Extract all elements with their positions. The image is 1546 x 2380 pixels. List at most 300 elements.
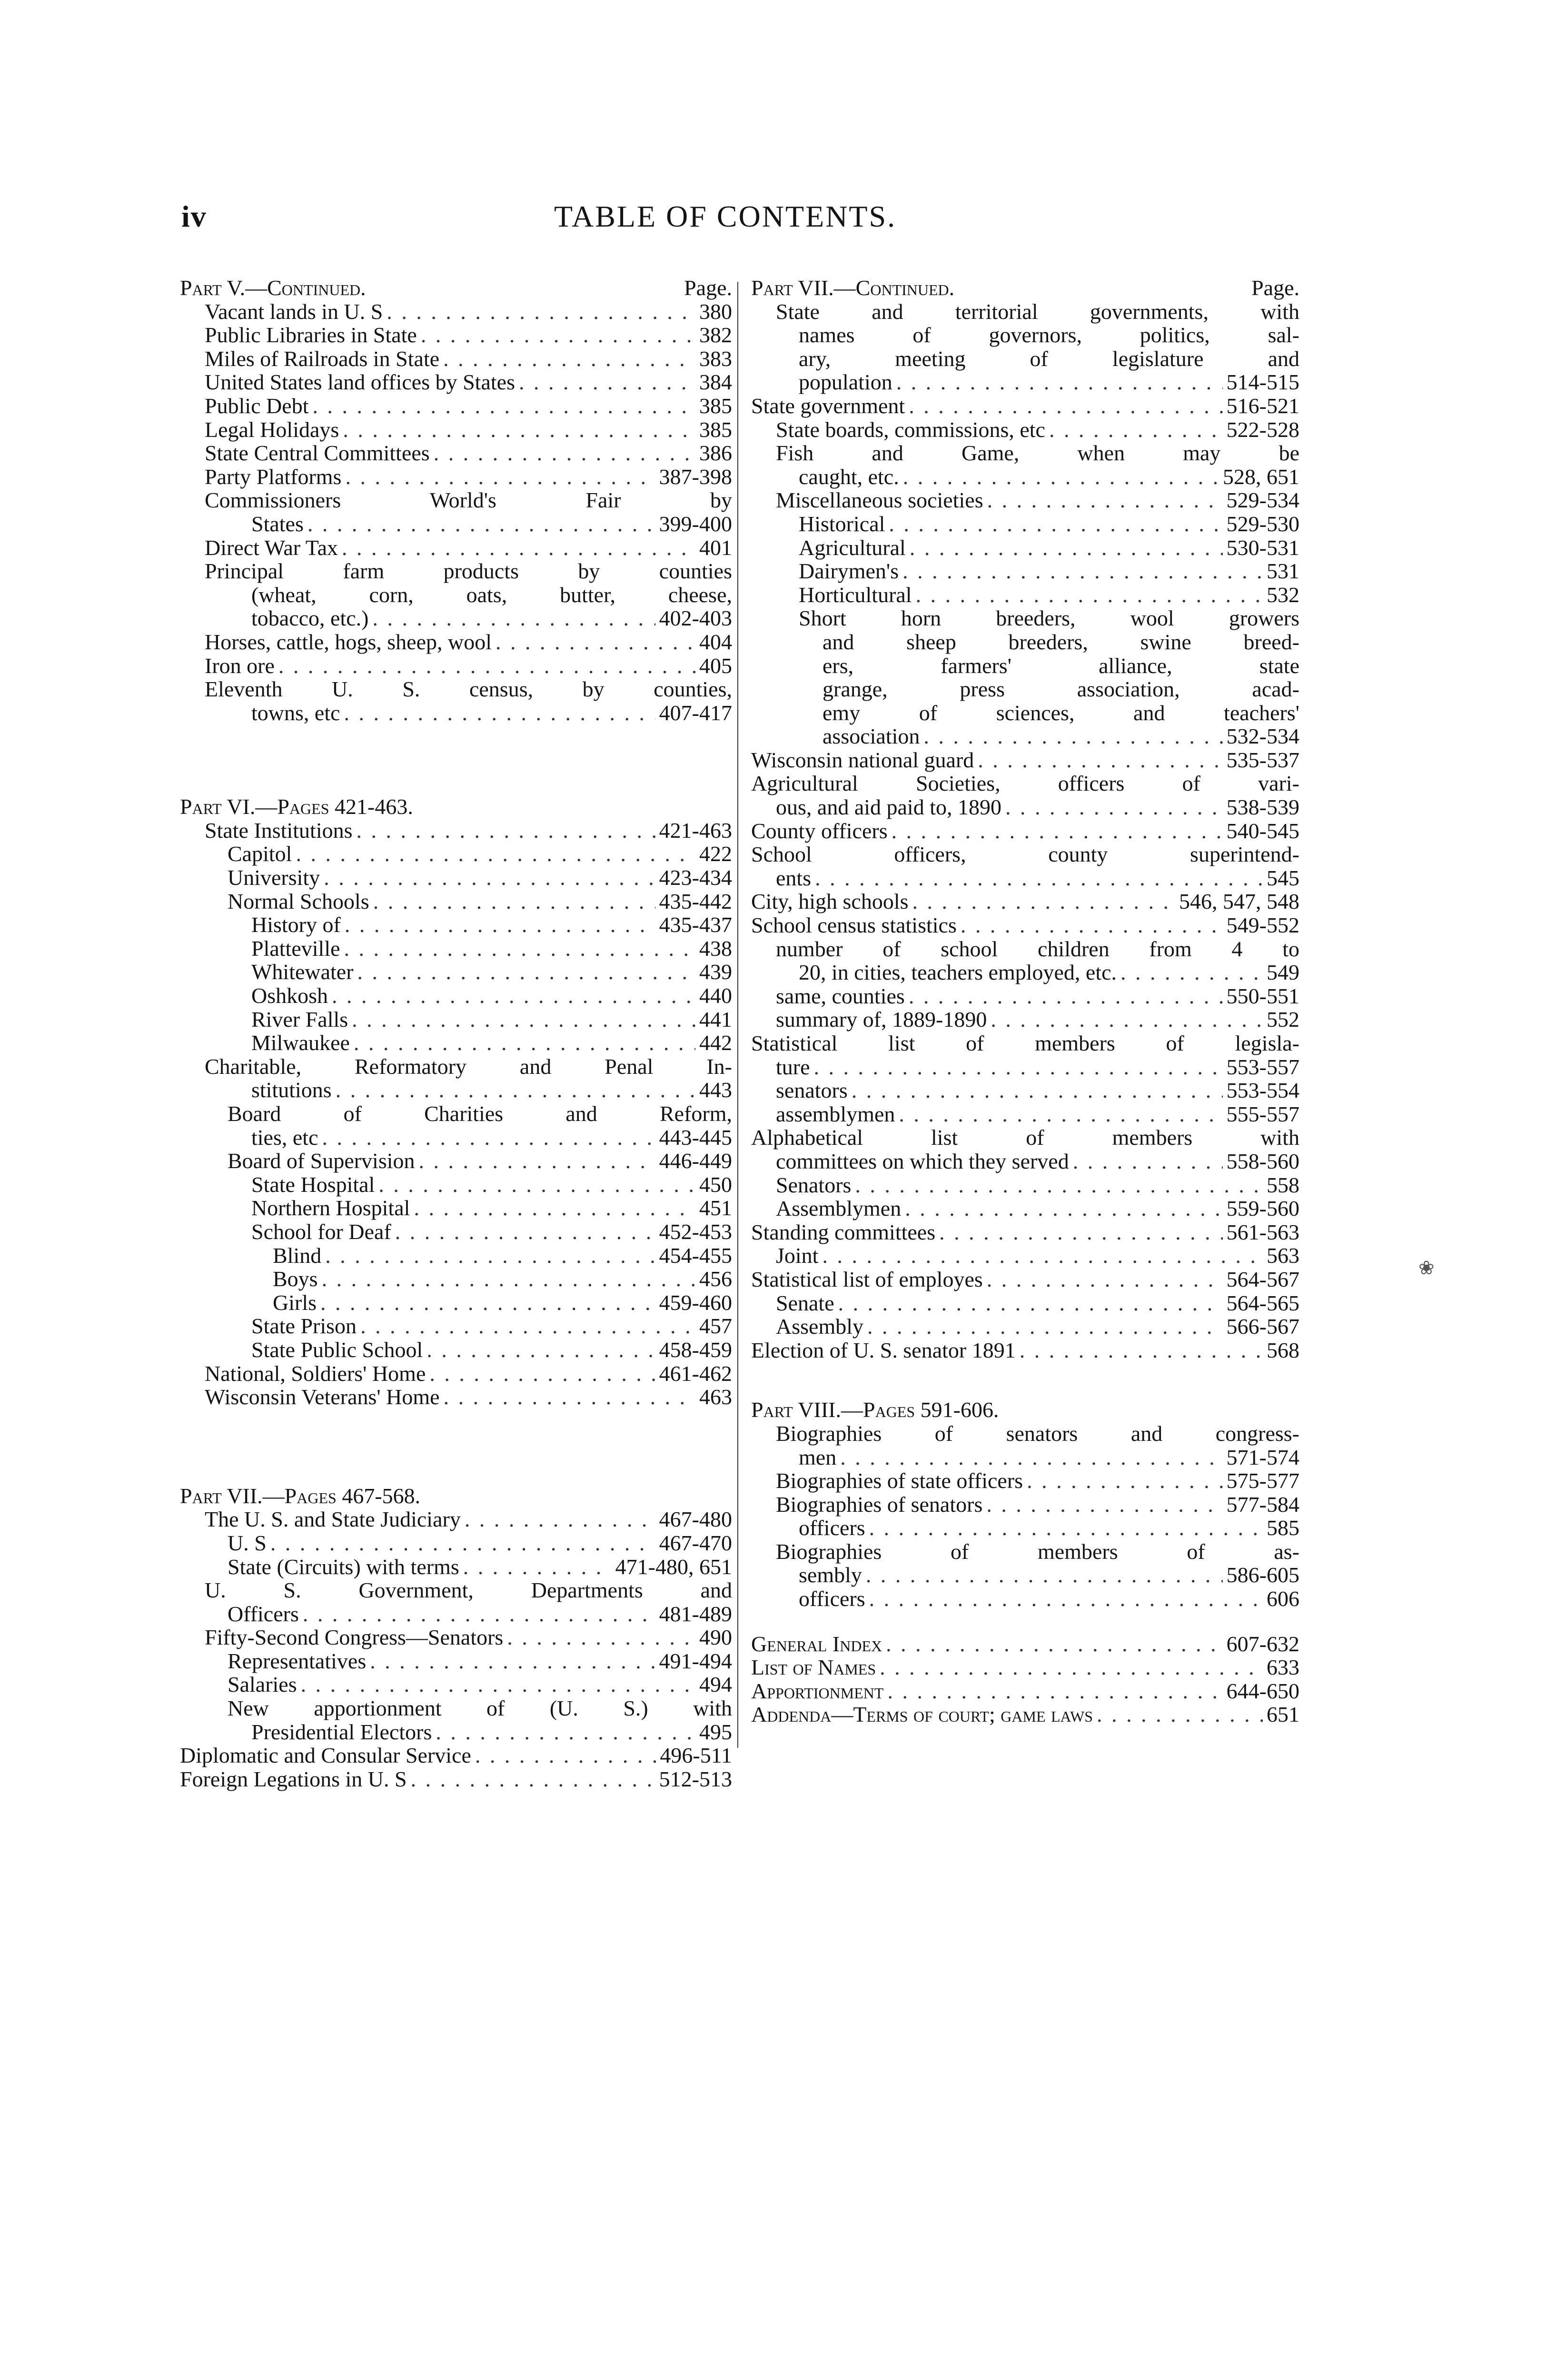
toc-entry (180, 1696, 732, 1720)
leader-dots (519, 370, 695, 394)
toc-entry-page: 438 (699, 936, 732, 961)
toc-entry (751, 323, 1299, 347)
leader-dots (852, 1079, 1223, 1102)
toc-entry-page: 384 (699, 370, 732, 395)
toc-entry-label: Girls (273, 1290, 317, 1315)
toc-entry (180, 559, 732, 583)
toc-entry-page: 651 (1267, 1702, 1299, 1727)
toc-entry-page: 399-400 (659, 511, 732, 536)
toc-entry-label: Diplomatic and Consular Service (180, 1743, 471, 1768)
toc-entry (751, 630, 1299, 654)
toc-entry-label: Normal Schools (228, 889, 369, 913)
leader-dots (463, 1555, 612, 1579)
column-divider (737, 282, 738, 1748)
toc-entry-label: State Public School (251, 1337, 423, 1362)
leader-dots (370, 1649, 655, 1673)
toc-entry-label: summary of, 1889-1890 (776, 1007, 987, 1032)
leader-dots (1073, 1150, 1223, 1173)
toc-entry (751, 1679, 1299, 1703)
part-v-heading (180, 276, 732, 300)
toc-entry (751, 1220, 1299, 1244)
toc-entry (180, 347, 732, 371)
toc-entry-page: 564-565 (1226, 1290, 1299, 1315)
toc-entry-label: Senate (776, 1290, 834, 1315)
toc-entry-label: Blind (273, 1243, 322, 1268)
leader-dots (332, 984, 695, 1008)
toc-entry-label: State and territorial governments, with (776, 299, 1299, 324)
toc-entry-label: Statistical list of employes (751, 1267, 983, 1291)
toc-entry-label: number of school children from 4 to (776, 936, 1299, 961)
toc-entry (180, 1008, 732, 1031)
toc-entry (751, 300, 1299, 324)
leader-dots (1020, 1339, 1263, 1362)
toc-entry (180, 1314, 732, 1338)
toc-entry-label: grange, press association, acad- (823, 677, 1299, 702)
part-viii-list (751, 1422, 1299, 1611)
toc-entry-page: 494 (699, 1672, 732, 1697)
leader-dots (887, 1679, 1222, 1703)
leader-dots (434, 441, 695, 465)
toc-entry-label: Whitewater (251, 960, 354, 984)
toc-entry (180, 1362, 732, 1386)
toc-entry-page: 532-534 (1226, 724, 1299, 749)
leader-dots (815, 866, 1263, 890)
toc-entry-page: 549 (1267, 960, 1299, 985)
toc-entry-label: committees on which they served (776, 1149, 1069, 1173)
toc-entry-label: State Hospital (251, 1172, 375, 1197)
toc-entry-page: 516-521 (1226, 393, 1299, 418)
leader-dots (312, 394, 695, 418)
leader-dots (1120, 961, 1263, 984)
leader-dots (899, 1102, 1222, 1126)
toc-entry-page: 607-632 (1226, 1631, 1299, 1656)
toc-entry-label: ture (776, 1054, 810, 1079)
leader-dots (414, 1196, 695, 1220)
toc-entry-page: 467-480 (659, 1507, 732, 1532)
toc-entry-page: 401 (699, 535, 732, 560)
page-number: iv (181, 199, 207, 233)
toc-entry-label: Statistical list of members of legisla- (751, 1031, 1299, 1055)
leader-dots (814, 1055, 1223, 1079)
toc-entry (180, 1767, 732, 1791)
leader-dots (344, 701, 655, 725)
toc-entry (180, 488, 732, 512)
leader-dots (426, 1338, 655, 1362)
toc-entry (751, 1563, 1299, 1587)
toc-entry-page: 385 (699, 393, 732, 418)
toc-entry-label: Legal Holidays (205, 417, 339, 442)
toc-entry-label: Public Libraries in State (205, 323, 417, 347)
toc-entry-label: Northern Hospital (251, 1196, 410, 1220)
leader-dots (270, 1531, 655, 1555)
toc-entry (751, 488, 1299, 512)
leader-dots (912, 890, 1175, 913)
toc-entry-label: U. S. Government, Departments and (205, 1578, 732, 1603)
toc-entry (180, 1173, 732, 1197)
toc-entry-page: 441 (699, 1007, 732, 1031)
toc-entry-label: senators (776, 1078, 848, 1103)
toc-entry-page: 553-557 (1226, 1054, 1299, 1079)
toc-entry-label: Biographies of state officers (776, 1468, 1023, 1493)
toc-entry-page: 422 (699, 842, 732, 866)
toc-entry (751, 606, 1299, 630)
toc-entry-page: 446-449 (659, 1149, 732, 1173)
leader-dots (889, 512, 1222, 536)
toc-entry-page: 514-515 (1226, 370, 1299, 395)
toc-entry-page: 555-557 (1226, 1101, 1299, 1126)
toc-entry-page: 443-445 (659, 1125, 732, 1150)
leader-dots (343, 418, 695, 442)
toc-entry (180, 370, 732, 394)
toc-entry-label: Foreign Legations in U. S (180, 1766, 407, 1791)
toc-entry (180, 677, 732, 701)
leader-dots (345, 913, 655, 937)
toc-entry (180, 418, 732, 442)
toc-entry (751, 418, 1299, 442)
toc-entry-label: ers, farmers' alliance, state (823, 653, 1299, 678)
toc-entry (180, 890, 732, 913)
toc-entry-label: names of governors, politics, sal- (799, 323, 1299, 347)
toc-entry (751, 1102, 1299, 1126)
toc-entry (751, 441, 1299, 465)
leader-dots (344, 937, 695, 961)
toc-entry-page: 550-551 (1226, 983, 1299, 1008)
leader-dots (421, 323, 695, 347)
toc-entry (751, 1079, 1299, 1102)
toc-entry (751, 677, 1299, 701)
toc-entry-label: City, high schools (751, 889, 909, 914)
toc-entry-label: University (228, 865, 320, 890)
part-vii-heading-text: Part VII.—Pages 467-568. (180, 1483, 421, 1508)
toc-entry-label: Milwaukee (251, 1031, 350, 1055)
toc-entry (751, 866, 1299, 890)
toc-entry (751, 559, 1299, 583)
toc-entry-page: 383 (699, 346, 732, 371)
toc-entry (751, 394, 1299, 418)
toc-entry (180, 1602, 732, 1626)
leader-dots (443, 347, 695, 371)
toc-entry-label: United States land offices by States (205, 370, 515, 395)
toc-entry (751, 772, 1299, 795)
toc-entry-page: 535-537 (1226, 747, 1299, 772)
toc-entry-page: 558 (1267, 1172, 1299, 1197)
toc-entry-page: 532 (1267, 582, 1299, 607)
toc-entry-page: 566-567 (1226, 1314, 1299, 1339)
leader-dots (373, 890, 655, 913)
toc-entry (180, 536, 732, 560)
toc-entry-label: Horses, cattle, hogs, sheep, wool (205, 629, 492, 654)
leader-dots (496, 630, 695, 654)
toc-entry-page: 435-437 (659, 912, 732, 937)
toc-entry-label: Oshkosh (251, 983, 328, 1008)
toc-entry (180, 1338, 732, 1362)
leader-dots (910, 536, 1223, 560)
toc-entry-page: 404 (699, 629, 732, 654)
toc-entry-page: 456 (699, 1267, 732, 1291)
toc-entry (751, 1339, 1299, 1362)
toc-entry (751, 913, 1299, 937)
toc-entry-label: Biographies of senators and congress- (776, 1421, 1299, 1446)
part-vii-list (180, 1507, 732, 1791)
toc-entry-label: tobacco, etc.) (251, 606, 369, 631)
toc-entry (180, 465, 732, 489)
toc-entry-label: Fish and Game, when may be (776, 441, 1299, 466)
toc-entry (180, 300, 732, 324)
leader-dots (345, 465, 655, 489)
toc-entry (751, 1469, 1299, 1493)
toc-entry (180, 984, 732, 1008)
leader-dots (411, 1767, 655, 1791)
toc-entry-label: State Central Committees (205, 441, 430, 466)
toc-entry (180, 1626, 732, 1649)
toc-entry (751, 1516, 1299, 1540)
leader-dots (869, 1516, 1263, 1540)
leader-dots (896, 370, 1223, 394)
toc-entry-label: Board of Supervision (228, 1149, 415, 1173)
part-viii-heading-text: Part VIII.—Pages 591-606. (751, 1398, 999, 1422)
toc-entry-page: 549-552 (1226, 913, 1299, 938)
toc-entry-page: 644-650 (1226, 1678, 1299, 1703)
leader-dots (869, 1587, 1263, 1611)
leader-dots (991, 1008, 1263, 1031)
toc-entry-label: ents (776, 865, 812, 890)
toc-entry-page: 443 (699, 1078, 732, 1102)
toc-entry-label: General Index (751, 1631, 882, 1656)
toc-entry-label: 20, in cities, teachers employed, etc. (799, 960, 1117, 985)
leader-dots (905, 1197, 1222, 1220)
toc-entry-page: 559-560 (1226, 1196, 1299, 1221)
toc-entry-page: 423-434 (659, 865, 732, 890)
leader-dots (1005, 795, 1223, 819)
toc-entry-label: Vacant lands in U. S (205, 299, 383, 324)
toc-entry (751, 1197, 1299, 1220)
toc-entry (180, 937, 732, 961)
toc-entry-label: Miles of Railroads in State (205, 346, 440, 371)
leader-dots (354, 1031, 695, 1055)
leader-dots (357, 960, 695, 984)
toc-entry-label: School census statistics (751, 913, 957, 938)
toc-entry-label: ties, etc (251, 1125, 318, 1150)
toc-entry-label: National, Soldiers' Home (205, 1361, 426, 1386)
toc-entry-page: 421-463 (659, 818, 732, 843)
toc-entry-label: stitutions (251, 1078, 332, 1102)
toc-entry-label: Miscellaneous societies (776, 488, 983, 513)
toc-entry-page: 386 (699, 441, 732, 466)
toc-entry (180, 654, 732, 678)
toc-entry-label: Wisconsin national guard (751, 747, 974, 772)
toc-entry-page: 407-417 (659, 700, 732, 725)
leader-dots (987, 488, 1223, 512)
toc-entry-page: 553-554 (1226, 1078, 1299, 1103)
part-vi-list (180, 819, 732, 1409)
toc-entry-label: State boards, commissions, etc (776, 417, 1045, 442)
leader-dots (352, 1008, 695, 1031)
leader-dots (322, 1267, 695, 1291)
leader-dots (855, 1173, 1263, 1197)
leader-dots (867, 1315, 1223, 1339)
toc-entry (180, 1555, 732, 1579)
toc-entry-label: Election of U. S. senator 1891 (751, 1338, 1016, 1362)
leader-dots (866, 1563, 1223, 1587)
toc-entry-label: Board of Charities and Reform, (228, 1101, 732, 1126)
toc-entry-label: History of (251, 912, 341, 937)
toc-entry (751, 1656, 1299, 1679)
leader-dots (1049, 418, 1223, 442)
toc-entry-label: Short horn breeders, wool growers (799, 606, 1299, 631)
leader-dots (939, 1220, 1223, 1244)
toc-entry-label: officers (799, 1587, 865, 1611)
leader-dots (903, 465, 1219, 489)
toc-entry-label: Salaries (228, 1672, 297, 1697)
toc-entry-page: 490 (699, 1625, 732, 1650)
toc-entry (751, 1031, 1299, 1055)
toc-entry (751, 1268, 1299, 1291)
part-v-heading-text: Part V.—Continued. (180, 276, 366, 300)
toc-entry-label: (wheat, corn, oats, butter, cheese, (251, 582, 732, 607)
toc-entry-page: 571-574 (1226, 1445, 1299, 1469)
leader-dots (395, 1220, 655, 1244)
toc-entry-page: 461-462 (659, 1361, 732, 1386)
toc-entry (180, 1673, 732, 1696)
toc-entry (751, 1422, 1299, 1446)
toc-entry-page: 451 (699, 1196, 732, 1220)
toc-entry (180, 1507, 732, 1531)
toc-entry-page: 633 (1267, 1655, 1299, 1680)
leader-dots (303, 1602, 655, 1626)
leader-dots (507, 1626, 695, 1649)
toc-entry-label: Presidential Electors (251, 1719, 432, 1744)
toc-entry-page: 385 (699, 417, 732, 442)
toc-entry (751, 654, 1299, 678)
leader-dots (961, 913, 1223, 937)
toc-entry (751, 1540, 1299, 1564)
leader-dots (372, 606, 655, 630)
toc-entry (751, 724, 1299, 748)
toc-entry-label: association (823, 724, 920, 749)
toc-entry-page: 442 (699, 1031, 732, 1055)
part-vi-heading-text: Part VI.—Pages 421-463. (180, 794, 413, 819)
toc-entry-page: 471-480, 651 (615, 1554, 732, 1579)
leader-dots (386, 300, 695, 324)
stray-mark: ❀ (1418, 1257, 1435, 1279)
toc-entry (180, 1149, 732, 1173)
toc-entry (180, 1744, 732, 1767)
toc-entry-label: men (799, 1445, 837, 1469)
toc-entry (751, 1703, 1299, 1726)
toc-entry (751, 1632, 1299, 1656)
toc-entry-page: 586-605 (1226, 1563, 1299, 1587)
toc-entry (751, 512, 1299, 536)
toc-entry-page: 454-455 (659, 1243, 732, 1268)
toc-entry-label: caught, etc. (799, 464, 899, 489)
page-column-label: Page. (1251, 276, 1299, 300)
leader-dots (880, 1656, 1263, 1679)
leader-dots (886, 1632, 1223, 1656)
toc-entry-page: 606 (1267, 1587, 1299, 1611)
toc-entry-label: State Institutions (205, 818, 353, 843)
index-list (751, 1632, 1299, 1726)
toc-entry-page: 540-545 (1226, 818, 1299, 843)
toc-entry (751, 1315, 1299, 1339)
leader-dots (325, 1244, 655, 1268)
toc-entry-label: List of Names (751, 1655, 876, 1680)
page-column-label: Page. (684, 276, 732, 300)
toc-entry-label: Alphabetical list of members with (751, 1125, 1299, 1150)
toc-entry-label: Wisconsin Veterans' Home (205, 1385, 440, 1409)
leader-dots (342, 536, 695, 560)
toc-entry-label: Platteville (251, 936, 340, 961)
toc-entry-page: 577-584 (1226, 1492, 1299, 1517)
leader-dots (320, 1291, 655, 1315)
toc-entry-page: 481-489 (659, 1601, 732, 1626)
toc-entry-label: same, counties (776, 983, 905, 1008)
toc-entry-page: 528, 651 (1223, 464, 1299, 489)
leader-dots (296, 842, 695, 866)
leader-dots (892, 819, 1223, 843)
toc-entry-page: 564-567 (1226, 1267, 1299, 1291)
toc-entry (751, 701, 1299, 725)
toc-entry-label: sembly (799, 1563, 862, 1587)
toc-entry (180, 842, 732, 866)
toc-entry-label: Dairymen's (799, 559, 899, 584)
toc-entry-page: 452-453 (659, 1219, 732, 1244)
toc-entry-label: School officers, county superintend- (751, 842, 1299, 867)
toc-entry (180, 1055, 732, 1079)
toc-entry-page: 538-539 (1226, 795, 1299, 820)
toc-entry-label: assemblymen (776, 1101, 895, 1126)
toc-entry (180, 583, 732, 607)
toc-entry-label: Boys (273, 1267, 318, 1291)
toc-entry-page: 558-560 (1226, 1149, 1299, 1173)
leader-dots (987, 1268, 1223, 1291)
toc-entry (751, 748, 1299, 772)
toc-entry-label: Charitable, Reformatory and Penal In- (205, 1054, 732, 1079)
part-viii-heading (751, 1398, 1299, 1422)
toc-entry-label: Fifty-Second Congress—Senators (205, 1625, 504, 1650)
toc-entry (180, 323, 732, 347)
toc-entry-label: County officers (751, 818, 888, 843)
leader-dots (475, 1744, 656, 1767)
toc-entry-label: Principal farm products by counties (205, 559, 732, 584)
toc-entry-label: Direct War Tax (205, 535, 338, 560)
toc-entry (180, 1244, 732, 1268)
right-column (751, 276, 1299, 1726)
toc-entry-label: and sheep breeders, swine breed- (823, 629, 1299, 654)
toc-entry-page: 459-460 (659, 1290, 732, 1315)
toc-entry-label: States (251, 511, 304, 536)
page-title: TABLE OF CONTENTS. (554, 199, 897, 233)
toc-entry-label: U. S (228, 1530, 267, 1555)
toc-entry-page: 561-563 (1226, 1220, 1299, 1244)
toc-entry (751, 1008, 1299, 1031)
leader-dots (357, 819, 655, 843)
leader-dots (909, 984, 1223, 1008)
toc-entry-label: Representatives (228, 1648, 367, 1673)
toc-entry (751, 890, 1299, 913)
toc-entry-page: 585 (1267, 1516, 1299, 1540)
toc-entry (751, 961, 1299, 984)
leader-dots (336, 1078, 695, 1102)
toc-entry-label: Senators (776, 1172, 852, 1197)
toc-entry (751, 465, 1299, 489)
toc-entry (751, 1446, 1299, 1469)
toc-entry-label: Biographies of members of as- (776, 1539, 1299, 1564)
toc-entry-label: ary, meeting of legislature and (799, 346, 1299, 371)
toc-entry-label: New apportionment of (U. S.) with (228, 1696, 732, 1721)
toc-entry-page: 495 (699, 1719, 732, 1744)
toc-entry-label: Party Platforms (205, 464, 342, 489)
toc-entry (180, 1102, 732, 1126)
